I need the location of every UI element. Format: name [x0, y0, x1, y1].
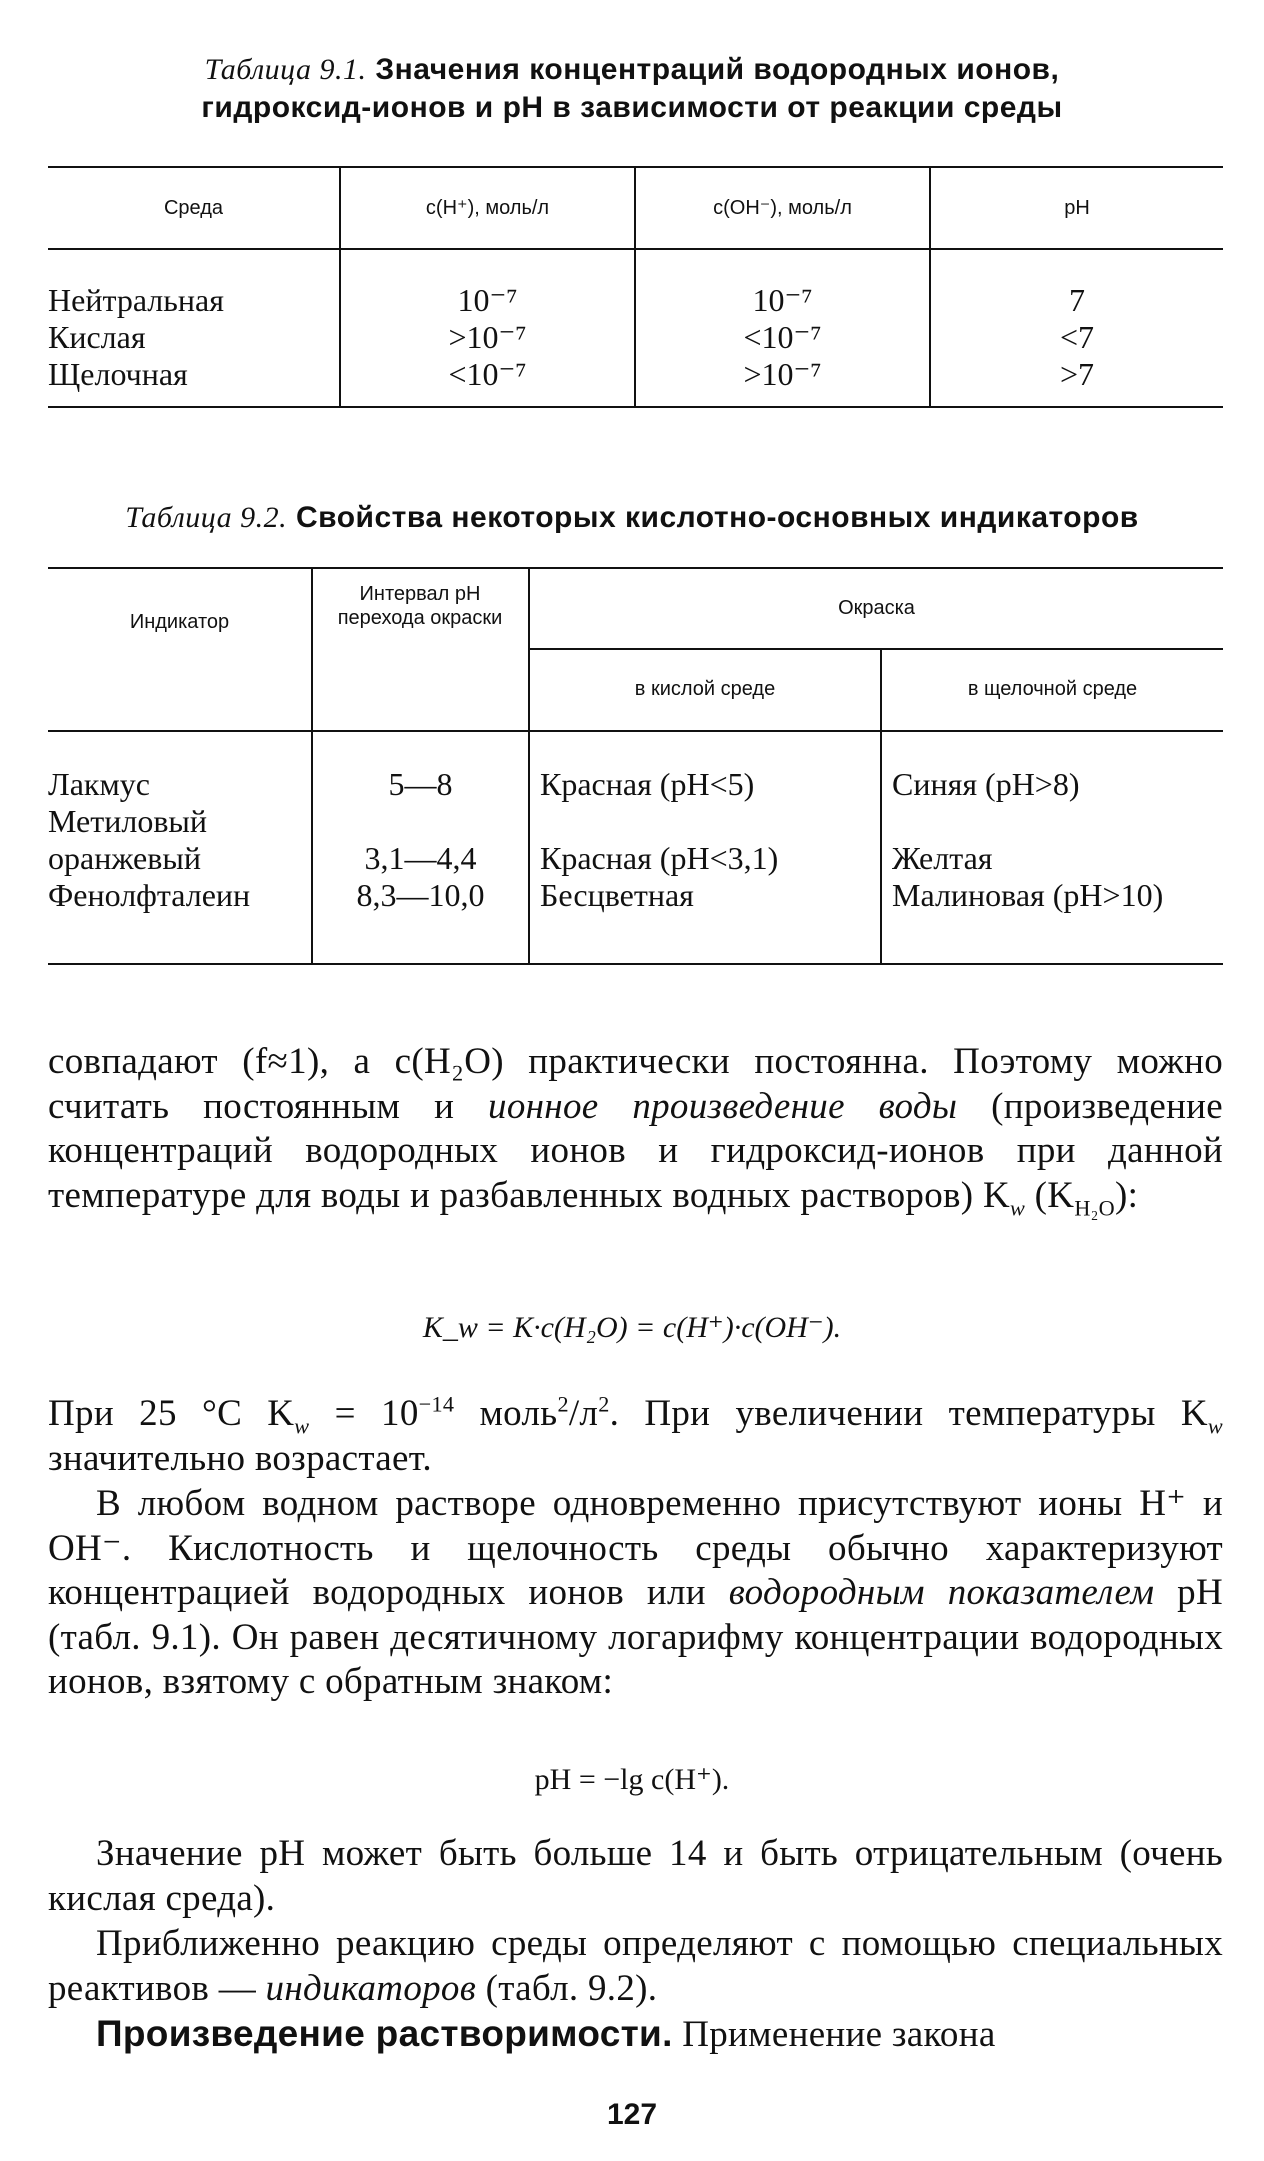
text-run: совпадают (f≈1), а c(H₂O) практически постоянна. Поэтому можно считать постоянным и [48, 1041, 1223, 1127]
table2-color-subrule [528, 648, 1223, 650]
table2-row-methyl-acid: Красная (pH<3,1) [540, 840, 779, 876]
formula-text: K_w = K·c(H₂O) = c(H⁺)·c(OH⁻). [422, 1311, 842, 1344]
table2-header-color: Окраска [838, 597, 915, 619]
table2-row-methyl-alkaline: Желтая [892, 840, 993, 876]
table2-header-interval: Интервал pH перехода окраски [337, 583, 503, 629]
subscript: w [294, 1413, 310, 1439]
term-ion-product: ионное произведение воды [488, 1085, 958, 1127]
table2-header-acid: в кислой среде [634, 678, 776, 700]
table1-row-alkaline-h: <10⁻⁷ [448, 356, 527, 392]
text-run: . При увеличении температуры K [609, 1393, 1208, 1434]
text-run: В любом водном растворе одновременно присутствуют ионы H⁺ и OH⁻. Кислотность и щелочность среды обычно характеризуют концентрацией водородных ионов или [48, 1483, 1223, 1613]
table1-row-acid-medium: Кислая [48, 319, 146, 355]
text-run: При 25 °C K [48, 1393, 295, 1434]
table2-row-litmus-interval: 5—8 [388, 766, 453, 802]
table2-caption [0, 500, 1264, 536]
table1-row-alkaline-ph: >7 [1059, 356, 1095, 392]
text-run: /л [568, 1393, 599, 1434]
text-run: (K [1025, 1174, 1075, 1216]
table2-row-litmus-alkaline: Синяя (pH>8) [892, 766, 1080, 802]
table1-caption-num: Таблица 9.1. [204, 53, 367, 86]
formula-text: pH = −lg c(H⁺). [534, 1763, 730, 1796]
table1-header-medium: Среда [163, 197, 224, 219]
table1-header-ph: pH [1064, 197, 1090, 219]
table2-col-divider [528, 567, 530, 965]
table1-row-neutral-ph: 7 [1069, 282, 1085, 318]
table2-row-phenolphthalein-interval: 8,3—10,0 [356, 877, 485, 913]
paragraph-kw-value [48, 1392, 1223, 1481]
subscript: w [1010, 1194, 1026, 1220]
table2-row-methyl-interval: 3,1—4,4 [364, 840, 477, 876]
text-run: (произведение концентраций водородных ионов и гидроксид-ионов при данной температуре для воды и разбавленных водных растворов) K [48, 1085, 1223, 1216]
paragraph-solubility-product [48, 2012, 1223, 2058]
text-run: ): [1115, 1174, 1139, 1216]
table1-header-oh: c(OH⁻), моль/л [713, 197, 852, 219]
table1-caption-line1: Значения концентраций водородных ионов, [375, 53, 1060, 86]
text-run: pH (табл. 9.1). Он равен десятичному логарифму концентрации водородных ионов, взятому с обратным знаком: [48, 1572, 1223, 1702]
table1-header-h: c(H⁺), моль/л [425, 197, 550, 219]
paragraph-ph-range: Значение pH может быть больше 14 и быть отрицательным (очень кислая среда). [48, 1833, 1223, 1919]
superscript: 2 [598, 1391, 610, 1417]
paragraph-indicators [48, 1922, 1223, 2011]
text-run: (табл. 9.2). [476, 1967, 658, 2009]
term-ph: водородным показателем [728, 1572, 1155, 1613]
table2-bottom-rule [48, 963, 1223, 965]
table2-row-litmus-acid: Красная (pH<5) [540, 766, 755, 802]
table1-row-alkaline-medium: Щелочная [48, 356, 188, 392]
term-indicators: индикаторов [265, 1967, 477, 2009]
page-number: 127 [606, 2098, 658, 2131]
table2-caption-text: Свойства некоторых кислотно-основных индикаторов [295, 501, 1139, 534]
table2-row-methyl-name: Метиловый оранжевый [48, 803, 208, 876]
table1-row-acid-oh: <10⁻⁷ [743, 319, 822, 355]
table2-top-rule [48, 567, 1223, 569]
table1-caption-line2: гидроксид-ионов и pH в зависимости от реакции среды [201, 91, 1063, 124]
table2-row-phenolphthalein-acid: Бесцветная [540, 877, 694, 913]
table2-caption-num: Таблица 9.2. [125, 501, 288, 534]
table1-row-neutral-oh: 10⁻⁷ [752, 282, 813, 318]
table2-header-rule [48, 730, 1223, 732]
formula-kw [0, 1310, 1264, 1345]
paragraph-ph [48, 1482, 1223, 1705]
table1-caption [0, 52, 1264, 88]
table2-header-indicator: Индикатор [129, 611, 230, 633]
subscript: H₂O [1074, 1194, 1115, 1220]
text-run: значительно возрастает. [48, 1437, 432, 1479]
section-heading: Произведение растворимости. [96, 2013, 673, 2054]
table2-row-litmus-name: Лакмус [48, 766, 150, 802]
table1-row-acid-h: >10⁻⁷ [448, 319, 527, 355]
subscript: w [1207, 1413, 1223, 1439]
table2-row-phenolphthalein-name: Фенолфталеин [48, 877, 251, 913]
table1-row-alkaline-oh: >10⁻⁷ [743, 356, 822, 392]
table1-row-neutral-medium: Нейтральная [48, 282, 224, 318]
superscript: 2 [557, 1391, 569, 1417]
formula-ph [0, 1762, 1264, 1797]
superscript: −14 [418, 1391, 455, 1417]
table2-row-phenolphthalein-alkaline: Малиновая (pH>10) [892, 877, 1164, 913]
table1-row-acid-ph: <7 [1059, 319, 1095, 355]
table1-row-neutral-h: 10⁻⁷ [457, 282, 518, 318]
text-run: Применение закона [672, 2014, 996, 2055]
text-run: Приближенно реакцию среды определяют с помощью специальных реактивов — [48, 1923, 1223, 2009]
paragraph-ion-product [48, 1040, 1223, 1218]
text-run: = 10 [309, 1393, 419, 1434]
text-run: моль [454, 1393, 558, 1434]
table2-header-alkaline: в щелочной среде [967, 678, 1138, 700]
